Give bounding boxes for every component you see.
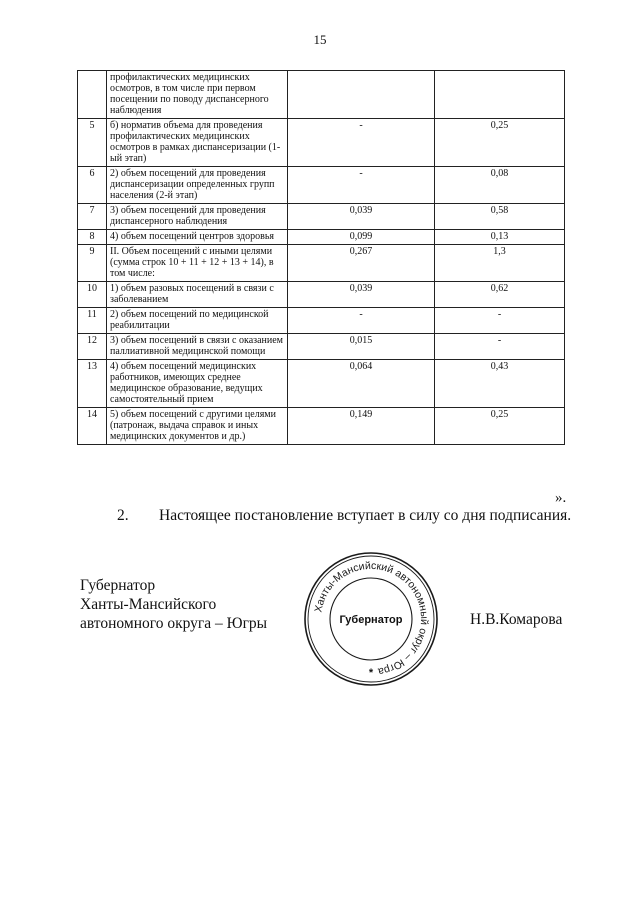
row-value-1: - [288, 119, 435, 167]
table-row [78, 167, 565, 204]
row-value-2: 0,25 [435, 119, 565, 167]
row-value-1: 0,015 [288, 334, 435, 360]
norms-table [77, 70, 565, 445]
table-row [78, 408, 565, 445]
table-row [78, 360, 565, 408]
row-value-2 [435, 71, 565, 119]
row-indicator-name: б) норматив объема для проведения профилактических медицинских осмотров в рамках диспансеризации (1-ый этап) [107, 119, 288, 167]
row-number: 6 [78, 167, 107, 204]
row-value-1: 0,064 [288, 360, 435, 408]
signer-name: Н.В.Комарова [470, 611, 563, 628]
row-number: 8 [78, 230, 107, 245]
paragraph-2 [117, 507, 571, 525]
table-row [78, 71, 565, 119]
row-value-2: 0,62 [435, 282, 565, 308]
table-row [78, 245, 565, 282]
row-value-1: - [288, 167, 435, 204]
row-number: 5 [78, 119, 107, 167]
seal-ring-textpath: Ханты-Мансийский автономный округ – Югра [312, 559, 431, 678]
row-number: 14 [78, 408, 107, 445]
signature-title-line-1: Губернатор [80, 577, 156, 594]
row-value-2: 0,08 [435, 167, 565, 204]
row-value-2: 0,58 [435, 204, 565, 230]
table-row [78, 334, 565, 360]
row-number: 11 [78, 308, 107, 334]
norms-table-body [78, 71, 565, 445]
page-number: 15 [313, 32, 327, 47]
row-indicator-name: 2) объем посещений для проведения диспансеризации определенных групп населения (2-й этап) [107, 167, 288, 204]
row-indicator-name: 4) объем посещений медицинских работников, имеющих среднее медицинское образование, ведущих самостоятельный прием [107, 360, 288, 408]
paragraph-text: Настоящее постановление вступает в силу со дня подписания. [159, 507, 572, 524]
signature-title-line-2: Ханты-Мансийского [80, 596, 217, 613]
row-indicator-name: II. Объем посещений с иными целями (сумма строк 10 + 11 + 12 + 13 + 14), в том числе: [107, 245, 288, 282]
row-value-2: - [435, 308, 565, 334]
row-value-2: 0,43 [435, 360, 565, 408]
row-value-2: 1,3 [435, 245, 565, 282]
row-value-2: - [435, 334, 565, 360]
row-number: 7 [78, 204, 107, 230]
row-number [78, 71, 107, 119]
row-value-1: 0,149 [288, 408, 435, 445]
seal-star-icon: * [368, 667, 374, 679]
row-number: 12 [78, 334, 107, 360]
table-row [78, 204, 565, 230]
paragraph-number: 2. [117, 507, 129, 524]
row-value-2: 0,25 [435, 408, 565, 445]
row-indicator-name: профилактических медицинских осмотров, в том числе при первом посещении по поводу диспансерного наблюдения [107, 71, 288, 119]
row-value-1: 0,039 [288, 204, 435, 230]
row-value-1: 0,039 [288, 282, 435, 308]
table-row [78, 230, 565, 245]
row-number: 10 [78, 282, 107, 308]
row-value-1: 0,099 [288, 230, 435, 245]
row-value-1 [288, 71, 435, 119]
row-number: 9 [78, 245, 107, 282]
row-value-1: - [288, 308, 435, 334]
closing-quote: ». [555, 490, 567, 506]
seal-center-text: Губернатор [339, 614, 403, 626]
row-indicator-name: 1) объем разовых посещений в связи с заболеванием [107, 282, 288, 308]
signature-block [80, 576, 267, 633]
row-indicator-name: 5) объем посещений с другими целями (патронаж, выдача справок и иных медицинских документов и др.) [107, 408, 288, 445]
table-row [78, 282, 565, 308]
table-row [78, 119, 565, 167]
row-indicator-name: 3) объем посещений для проведения диспансерного наблюдения [107, 204, 288, 230]
row-number: 13 [78, 360, 107, 408]
row-value-1: 0,267 [288, 245, 435, 282]
row-value-2: 0,13 [435, 230, 565, 245]
row-indicator-name: 2) объем посещений по медицинской реабилитации [107, 308, 288, 334]
signature-title-line-3: автономного округа – Югры [80, 615, 268, 632]
official-seal [303, 551, 439, 687]
table-row [78, 308, 565, 334]
row-indicator-name: 3) объем посещений в связи с оказанием паллиативной медицинской помощи [107, 334, 288, 360]
row-indicator-name: 4) объем посещений центров здоровья [107, 230, 288, 245]
